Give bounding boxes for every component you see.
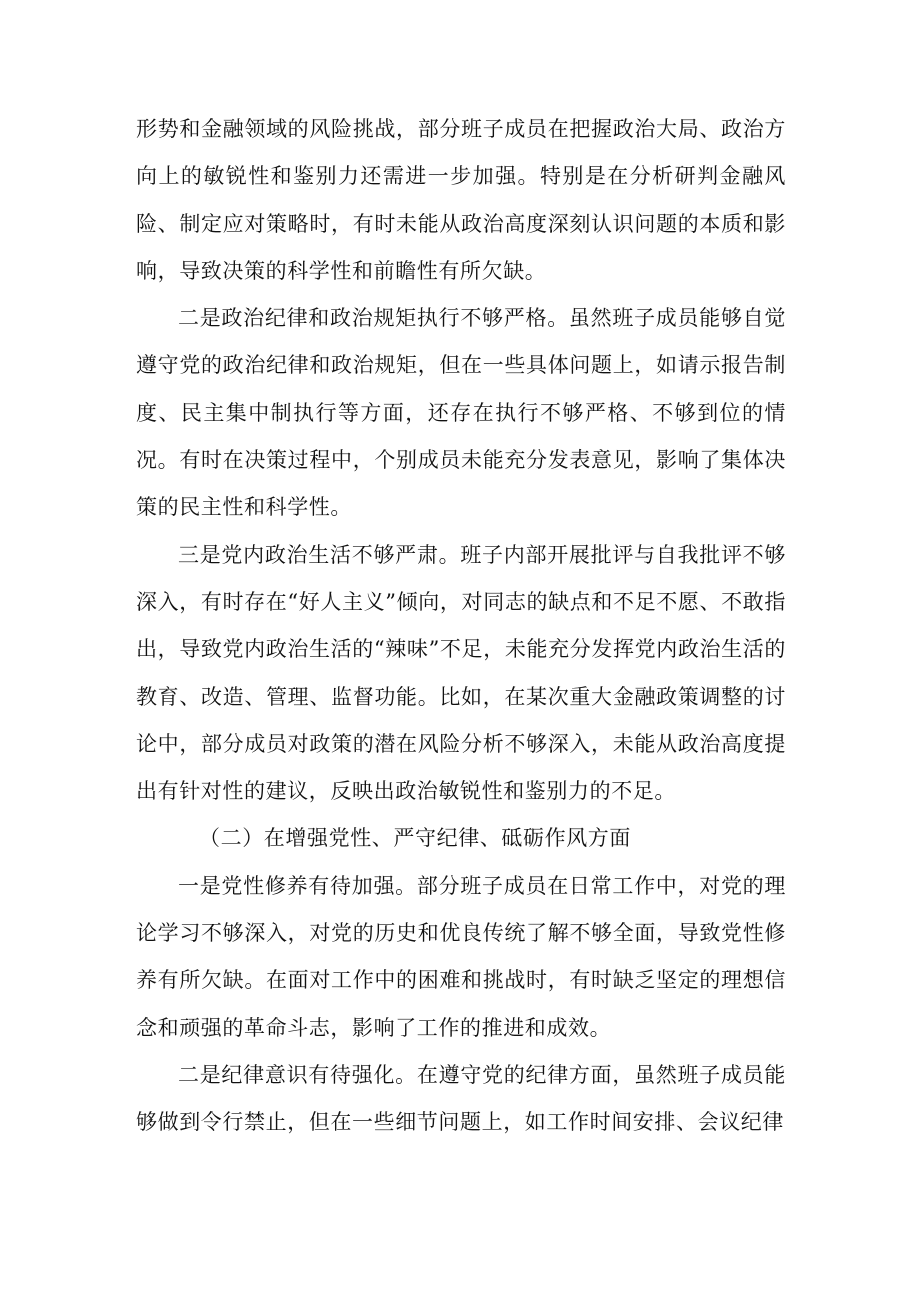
paragraph-political-discipline: 二是政治纪律和政治规矩执行不够严格。虽然班子成员能够自觉遵守党的政治纪律和政治规矩，但在一些具体问题上，如请示报告制度、民主集中制执行等方面，还存在执行不够严格、不够到位的情况。有时在决策过程中，个别成员未能充分发表意见，影响了集体决策的民主性和科学性。 bbox=[136, 306, 786, 520]
section-heading: （二）在增强党性、严守纪律、砥砺作风方面 bbox=[199, 826, 631, 851]
paragraph-continuation: 形势和金融领域的风险挑战，部分班子成员在把握政治大局、政治方向上的敏锐性和鉴别力还需进一步加强。特别是在分析研判金融风险、制定应对策略时，有时未能从政治高度深刻认识问题的本质和影响，导致决策的科学性和前瞻性有所欠缺。 bbox=[136, 117, 786, 283]
paragraph-discipline-awareness: 二是纪律意识有待强化。在遵守党的纪律方面，虽然班子成员能够做到令行禁止，但在一些细节问题上，如工作时间安排、会议纪律 bbox=[136, 1062, 786, 1135]
paragraph-party-political-life: 三是党内政治生活不够严肃。班子内部开展批评与自我批评不够深入，有时存在“好人主义”倾向，对同志的缺点和不足不愿、不敢指出，导致党内政治生活的“辣味”不足，未能充分发挥党内政治生活的教育、改造、管理、监督功能。比如，在某次重大金融政策调整的讨论中，部分成员对政策的潜在风险分析不够深入，未能从政治高度提出有针对性的建议，反映出政治敏锐性和鉴别力的不足。 bbox=[136, 542, 786, 804]
document-body bbox=[136, 106, 786, 1147]
paragraph-party-spirit: 一是党性修养有待加强。部分班子成员在日常工作中，对党的理论学习不够深入，对党的历史和优良传统了解不够全面，导致党性修养有所欠缺。在面对工作中的困难和挑战时，有时缺乏坚定的理想信念和顽强的革命斗志，影响了工作的推进和成效。 bbox=[136, 873, 786, 1040]
